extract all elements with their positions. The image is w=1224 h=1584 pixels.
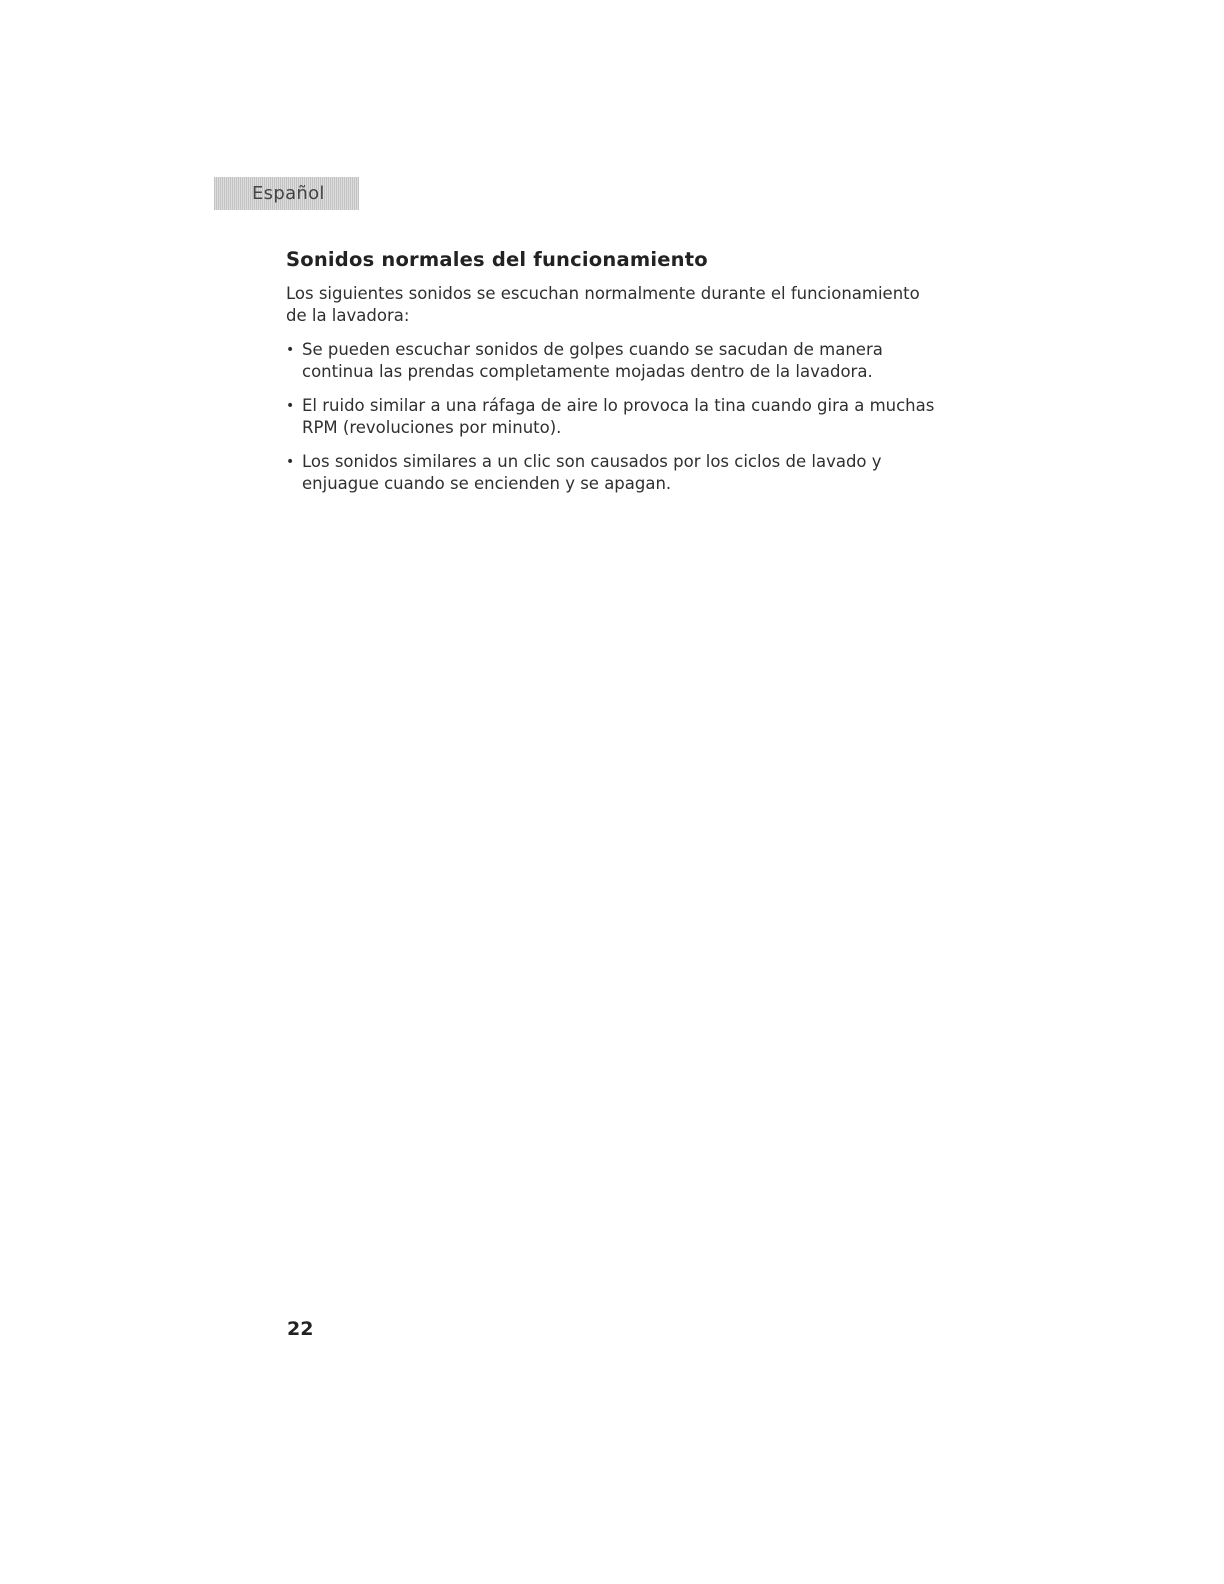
bullet-item — [286, 451, 936, 495]
bullet-item — [286, 339, 936, 383]
bullet-icon: • — [286, 398, 295, 414]
language-tab — [214, 177, 359, 210]
bullet-list — [286, 339, 936, 495]
bullet-text: Se pueden escuchar sonidos de golpes cuando se sacudan de manera continua las prendas completamente mojadas dentro de la lavadora. — [302, 340, 883, 381]
page-number: 22 — [287, 1318, 314, 1340]
bullet-text: El ruido similar a una ráfaga de aire lo provoca la tina cuando gira a muchas RPM (revoluciones por minuto). — [302, 396, 935, 437]
bullet-text: Los sonidos similares a un clic son causados por los ciclos de lavado y enjuague cuando se encienden y se apagan. — [302, 452, 882, 493]
main-content — [286, 248, 936, 507]
bullet-item — [286, 395, 936, 439]
section-title: Sonidos normales del funcionamiento — [286, 248, 708, 271]
bullet-icon: • — [286, 454, 295, 470]
section-intro: Los siguientes sonidos se escuchan normalmente durante el funcionamiento de la lavadora: — [286, 284, 920, 325]
language-tab-label: Español — [252, 183, 325, 204]
bullet-icon: • — [286, 342, 295, 358]
